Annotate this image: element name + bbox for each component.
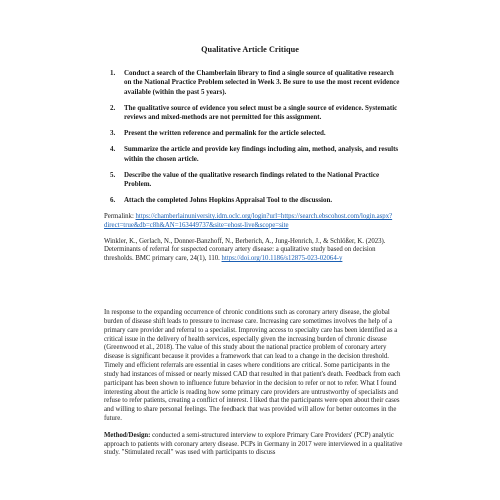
instruction-number: 6. xyxy=(110,196,116,205)
instruction-list xyxy=(110,69,400,212)
method-paragraph xyxy=(104,432,404,459)
instruction-text: The qualitative source of evidence you select must be a single source of evidence. Systematic reviews and mixed-methods are not permitted for this assignment. xyxy=(124,103,398,122)
instruction-item xyxy=(110,69,400,97)
instruction-item xyxy=(110,145,400,164)
permalink-link[interactable]: https://chamberlainuniversity.idm.oclc.org/login?url=https://search.ebscohost.com/login.aspx?direct=true&db=c8h&AN=163449737&site=ehost-live&scope=site xyxy=(104,213,393,229)
instruction-text: Conduct a search of the Chamberlain library to find a single source of qualitative research on the National Practice Problem selected in Week 3. Be sure to use the most recent evidence available (within the past 5 years). xyxy=(124,69,400,96)
method-label: Method/Design: xyxy=(104,431,151,439)
instruction-text: Present the written reference and permalink for the article selected. xyxy=(124,129,326,138)
instruction-number: 1. xyxy=(110,69,116,77)
instruction-item xyxy=(110,196,400,205)
critique-body xyxy=(104,309,404,466)
permalink-line xyxy=(104,213,404,230)
instruction-text: Attach the completed Johns Hopkins Appraisal Tool to the discussion. xyxy=(124,196,333,205)
reference-text: Winkler, K., Gerlach, N., Donner-Banzhoff, N., Berberich, A., Jung-Henrich, J., & Schlößer, K. (2023). Determinants of referral for suspected coronary artery disease: a qualitative study based on decision thresholds. BMC primary care, 24(1), 110. xyxy=(104,237,386,262)
instruction-text: Describe the value of the qualitative research findings related to the National Practice Problem. xyxy=(124,170,380,189)
instruction-number: 4. xyxy=(110,145,116,154)
doi-link[interactable]: https://doi.org/10.1186/s12875-023-02064-y xyxy=(221,254,343,262)
instruction-number: 5. xyxy=(110,170,116,179)
instruction-number: 3. xyxy=(110,129,116,138)
instruction-text: Summarize the article and provide key findings including aim, method, analysis, and results within the chosen article. xyxy=(124,145,399,163)
reference-citation xyxy=(104,238,404,264)
permalink-label: Permalink: xyxy=(104,213,136,220)
method-text: conducted a semi-structured interview to explore Primary Care Providers' (PCP) analytic approach to patients with coronary artery disease. PCPs in Germany in 2017 were interviewed in a qualitative study. "Stimulated recall" was used with participants to discuss xyxy=(104,431,403,457)
instruction-item xyxy=(110,104,400,123)
summary-paragraph: In response to the expanding occurrence of chronic conditions such as coronary artery disease, the global burden of disease shift leads to pressure to increase care. Increasing care sometimes involves the help of a primary care provider and referral to a specialist. Improving access to specialty care has been identified as a critical issue in the delivery of health services, especially given the increasing burden of chronic disease (Greenwood et al., 2018). The value of this study about the national practice problem of coronary artery disease is significant because it provides a framework that can lead to a change in the decision threshold. Timely and efficient referrals are essential in cases where conditions are critical. Some participants in the study had instances of missed or nearly missed CAD that resulted in that patient's death. Feedback from each participant has been shown to influence future behavior in the decision to refer or not to refer. What I found interesting about the article is reading how some primary care providers are untrustworthy of specialists and refuse to refer patients, creating a conflict of interest. I liked that the participants were open about their cases and willing to share personal feelings. The feedback that was provided will allow for better outcomes in the future. xyxy=(104,309,401,423)
instruction-item xyxy=(110,171,400,190)
instruction-number: 2. xyxy=(110,103,116,112)
document-title: Qualitative Article Critique xyxy=(201,45,299,54)
instruction-item xyxy=(110,129,400,138)
reference-section xyxy=(104,213,404,271)
